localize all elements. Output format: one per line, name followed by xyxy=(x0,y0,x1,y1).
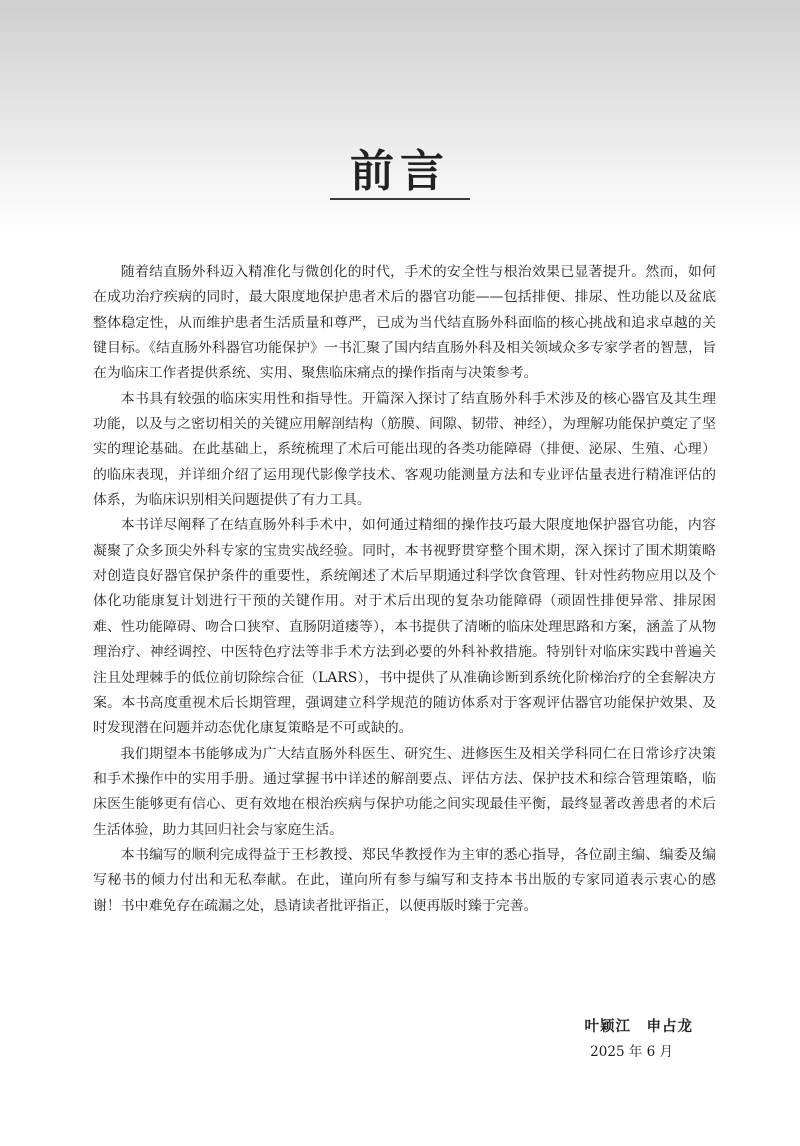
paragraph: 本书详尽阐释了在结直肠外科手术中，如何通过精细的操作技巧最大限度地保护器官功能，内容凝聚了众多顶尖外科专家的宝贵实战经验。同时，本书视野贯穿整个围术期，深入探讨了围术期策略对创造良好器官保护条件的重要性，系统阐述了术后早期通过科学饮食管理、针对性药物应用以及个体化功能康复计划进行干预的关键作用。对于术后出现的复杂功能障碍（顽固性排便异常、排尿困难、性功能障碍、吻合口狭窄、直肠阴道瘘等），本书提供了清晰的临床处理思路和方案，涵盖了从物理治疗、神经调控、中医特色疗法等非手术方法到必要的外科补救措施。特别针对临床实践中普遍关注且处理棘手的低位前切除综合征（LARS），书中提供了从准确诊断到系统化阶梯治疗的全套解决方案。本书高度重视术后长期管理，强调建立科学规范的随访体系对于客观评估器官功能保护效果、及时发现潜在问题并动态优化康复策略是不可或缺的。 xyxy=(93,517,716,737)
signature-date: 2025 年 6 月 xyxy=(590,1044,673,1060)
paragraph: 我们期望本书能够成为广大结直肠外科医生、研究生、进修医生及相关学科同仁在日常诊疗决策和手术操作中的实用手册。通过掌握书中详述的解剖要点、评估方法、保护技术和综合管理策略，临床医生能够更有信心、更有效地在根治疾病与保护功能之间实现最佳平衡，最终显著改善患者的术后生活体验，助力其回归社会与家庭生活。 xyxy=(93,745,716,838)
signature-block xyxy=(585,1016,694,1064)
title-divider xyxy=(330,198,470,200)
paragraph: 本书具有较强的临床实用性和指导性。开篇深入探讨了结直肠外科手术涉及的核心器官及其生理功能，以及与之密切相关的关键应用解剖结构（筋膜、间隙、韧带、神经），为理解功能保护奠定了坚实的理论基础。在此基础上，系统梳理了术后可能出现的各类功能障碍（排便、泌尿、生殖、心理）的临床表现，并详细介绍了运用现代影像学技术、客观功能测量方法和专业评估量表进行精准评估的体系，为临床识别相关问题提供了有力工具。 xyxy=(93,390,716,509)
preface-body xyxy=(93,260,716,919)
paragraph: 随着结直肠外科迈入精准化与微创化的时代，手术的安全性与根治效果已显著提升。然而，如何在成功治疗疾病的同时，最大限度地保护患者术后的器官功能——包括排便、排尿、性功能以及盆底整体稳定性，从而维护患者生活质量和尊严，已成为当代结直肠外科面临的核心挑战和追求卓越的关键目标。《结直肠外科器官功能保护》一书汇聚了国内结直肠外科及相关领域众多专家学者的智慧，旨在为临床工作者提供系统、实用、聚焦临床痛点的操作指南与决策参考。 xyxy=(93,264,716,382)
page-title: 前言 xyxy=(350,146,450,197)
paragraph: 本书编写的顺利完成得益于王杉教授、郑民华教授作为主审的悉心指导，各位副主编、编委及编写秘书的倾力付出和无私奉献。在此，谨向所有参与编写和支持本书出版的专家同道表示衷心的感谢！书中难免存在疏漏之处，恳请读者批评指正，以便再版时臻于完善。 xyxy=(93,846,716,914)
author-names: 叶颖江 申占龙 xyxy=(584,1019,693,1035)
